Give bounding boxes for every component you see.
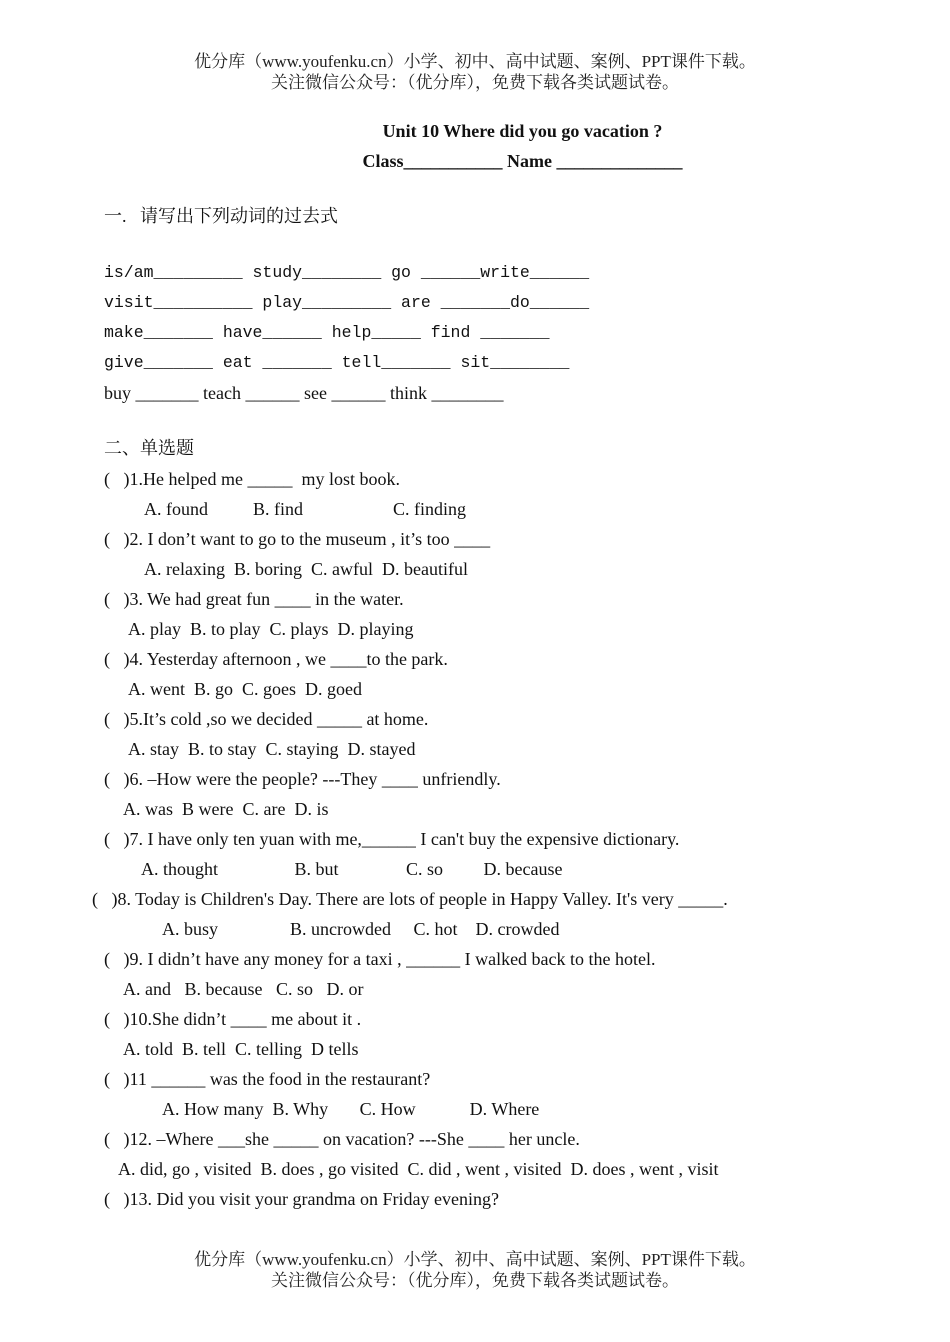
question-10: ( )10.She didn’t ____ me about it . [104,1009,362,1029]
question-5: ( )5.It’s cold ,so we decided _____ at home. [104,709,429,729]
options-5: A. stay B. to stay C. staying D. stayed [128,739,416,759]
question-12: ( )12. –Where ___she _____ on vacation? ---She ____ her uncle. [104,1129,580,1149]
options-10: A. told B. tell C. telling D tells [123,1039,359,1059]
options-6: A. was B were C. are D. is [123,799,329,819]
options-9: A. and B. because C. so D. or [123,979,364,999]
footer-line-1: 优分库（www.youfenku.cn）小学、初中、高中试题、案例、PPT课件下载。 [194,1250,756,1269]
header-line-1: 优分库（www.youfenku.cn）小学、初中、高中试题、案例、PPT课件下载。 [194,52,756,71]
options-7: A. thought B. but C. so D. because [141,859,563,879]
question-3: ( )3. We had great fun ____ in the water. [104,589,404,609]
section2-heading: 二、单选题 [104,438,194,458]
worksheet-title: Unit 10 Where did you go vacation ? [382,121,663,141]
section1-heading: 一. 请写出下列动词的过去式 [104,206,338,226]
verb-row-4: give_______ eat _______ tell_______ sit________ [104,353,570,372]
question-13: ( )13. Did you visit your grandma on Friday evening? [104,1189,499,1209]
question-7: ( )7. I have only ten yuan with me,______ I can't buy the expensive dictionary. [104,829,680,849]
options-8: A. busy B. uncrowded C. hot D. crowded [162,919,560,939]
options-12: A. did, go , visited B. does , go visited C. did , went , visited D. does , went , visit [118,1159,719,1179]
class-name-line: Class___________ Name ______________ [362,151,683,171]
question-8: ( )8. Today is Children's Day. There are lots of people in Happy Valley. It's very _____. [92,889,728,909]
options-3: A. play B. to play C. plays D. playing [128,619,414,639]
question-11: ( )11 ______ was the food in the restaurant? [104,1069,431,1089]
header-line-2: 关注微信公众号：（优分库），免费下载各类试题试卷。 [271,73,679,92]
footer-line-2: 关注微信公众号：（优分库），免费下载各类试题试卷。 [271,1271,679,1290]
question-4: ( )4. Yesterday afternoon , we ____to the park. [104,649,448,669]
options-1: A. found B. find C. finding [144,499,466,519]
verb-row-3: make_______ have______ help_____ find _______ [104,323,550,342]
options-2: A. relaxing B. boring C. awful D. beautiful [144,559,468,579]
question-6: ( )6. –How were the people? ---They ____ unfriendly. [104,769,501,789]
options-4: A. went B. go C. goes D. goed [128,679,362,699]
options-11: A. How many B. Why C. How D. Where [162,1099,540,1119]
verb-row-5: buy _______ teach ______ see ______ think ________ [104,383,504,403]
verb-row-2: visit__________ play_________ are _______do______ [104,293,590,312]
question-2: ( )2. I don’t want to go to the museum , it’s too ____ [104,529,491,549]
question-9: ( )9. I didn’t have any money for a taxi , ______ I walked back to the hotel. [104,949,656,969]
question-1: ( )1.He helped me _____ my lost book. [104,469,400,489]
verb-row-1: is/am_________ study________ go ______write______ [104,263,590,282]
